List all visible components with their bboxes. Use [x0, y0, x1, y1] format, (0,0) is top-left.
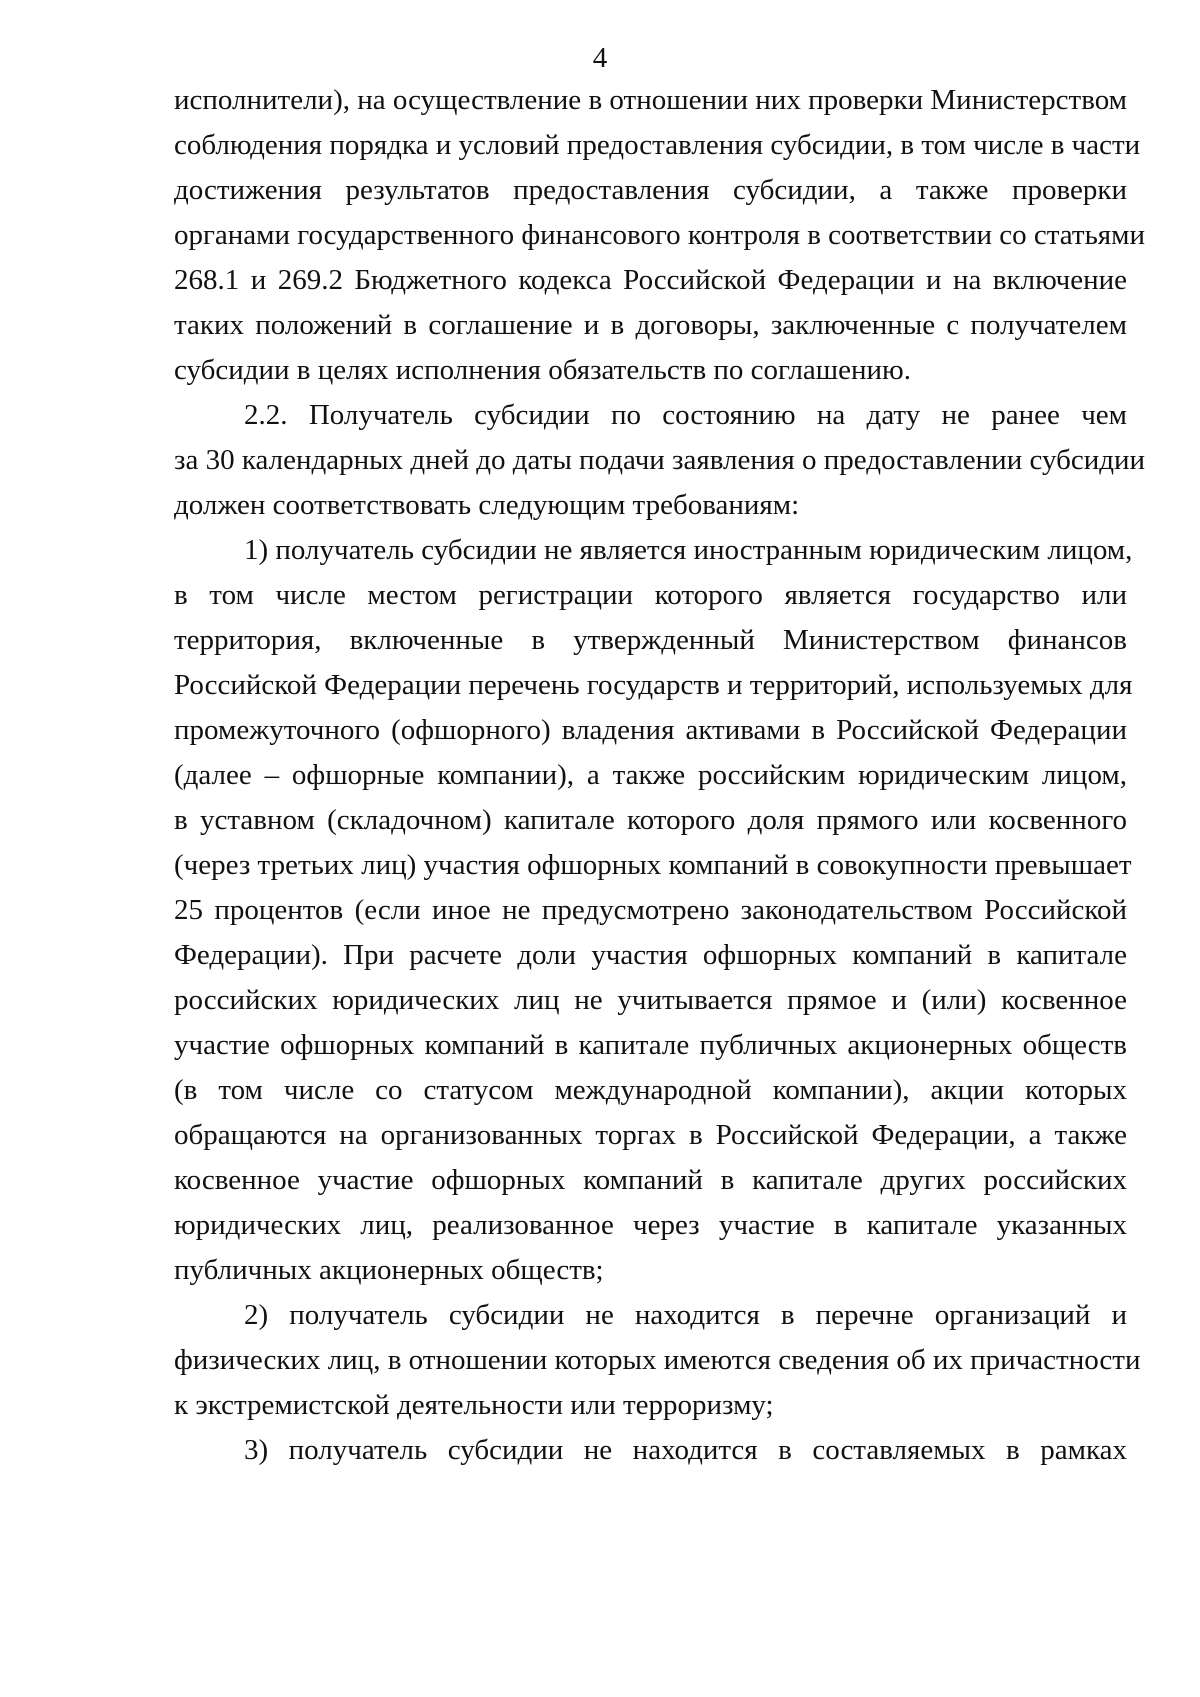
text-line: субсидии в целях исполнения обязательств по соглашению. — [174, 354, 911, 386]
text-line: соблюдения порядка и условий предоставления субсидии, в том числе в части — [174, 129, 1141, 161]
text-line: 268.1 и 269.2 Бюджетного кодекса Российской Федерации и на включение — [174, 264, 1127, 296]
text-line: за 30 календарных дней до даты подачи заявления о предоставлении субсидии — [174, 444, 1146, 476]
text-line: обращаются на организованных торгах в Российской Федерации, а также — [174, 1119, 1127, 1151]
text-line: Российской Федерации перечень государств и территорий, используемых для — [174, 669, 1133, 701]
text-line: достижения результатов предоставления субсидии, а также проверки — [174, 174, 1127, 206]
text-line: должен соответствовать следующим требованиям: — [174, 489, 800, 521]
text-line: косвенное участие офшорных компаний в капитале других российских — [174, 1164, 1127, 1196]
text-line: Федерации). При расчете доли участия офшорных компаний в капитале — [174, 939, 1127, 971]
text-line: 2) получатель субсидии не находится в перечне организаций и — [244, 1299, 1127, 1331]
text-line: участие офшорных компаний в капитале публичных акционерных обществ — [174, 1029, 1127, 1061]
text-line: в том числе местом регистрации которого является государство или — [174, 579, 1127, 611]
text-line: 3) получатель субсидии не находится в составляемых в рамках — [244, 1434, 1127, 1466]
text-line: юридических лиц, реализованное через участие в капитале указанных — [174, 1209, 1127, 1241]
text-line: территория, включенные в утвержденный Министерством финансов — [174, 624, 1127, 656]
text-line: в уставном (складочном) капитале которого доля прямого или косвенного — [174, 804, 1127, 836]
text-line: 2.2. Получатель субсидии по состоянию на дату не ранее чем — [244, 399, 1127, 431]
text-line: промежуточного (офшорного) владения активами в Российской Федерации — [174, 714, 1127, 746]
page-number: 4 — [592, 42, 608, 74]
text-line: публичных акционерных обществ; — [174, 1254, 604, 1286]
text-line: исполнители), на осуществление в отношении них проверки Министерством — [174, 84, 1127, 116]
text-line: физических лиц, в отношении которых имеются сведения об их причастности — [174, 1344, 1141, 1376]
text-line: таких положений в соглашение и в договоры, заключенные с получателем — [174, 309, 1127, 341]
text-line: к экстремистской деятельности или терроризму; — [174, 1389, 774, 1421]
text-line: (далее – офшорные компании), а также российским юридическим лицом, — [174, 759, 1127, 791]
text-line: 25 процентов (если иное не предусмотрено законодательством Российской — [174, 894, 1127, 926]
text-line: органами государственного финансового контроля в соответствии со статьями — [174, 219, 1146, 251]
text-line: (через третьих лиц) участия офшорных компаний в совокупности превышает — [174, 849, 1132, 881]
text-line: (в том числе со статусом международной компании), акции которых — [174, 1074, 1127, 1106]
text-line: 1) получатель субсидии не является иностранным юридическим лицом, — [244, 534, 1133, 566]
text-line: российских юридических лиц не учитывается прямое и (или) косвенное — [174, 984, 1127, 1016]
